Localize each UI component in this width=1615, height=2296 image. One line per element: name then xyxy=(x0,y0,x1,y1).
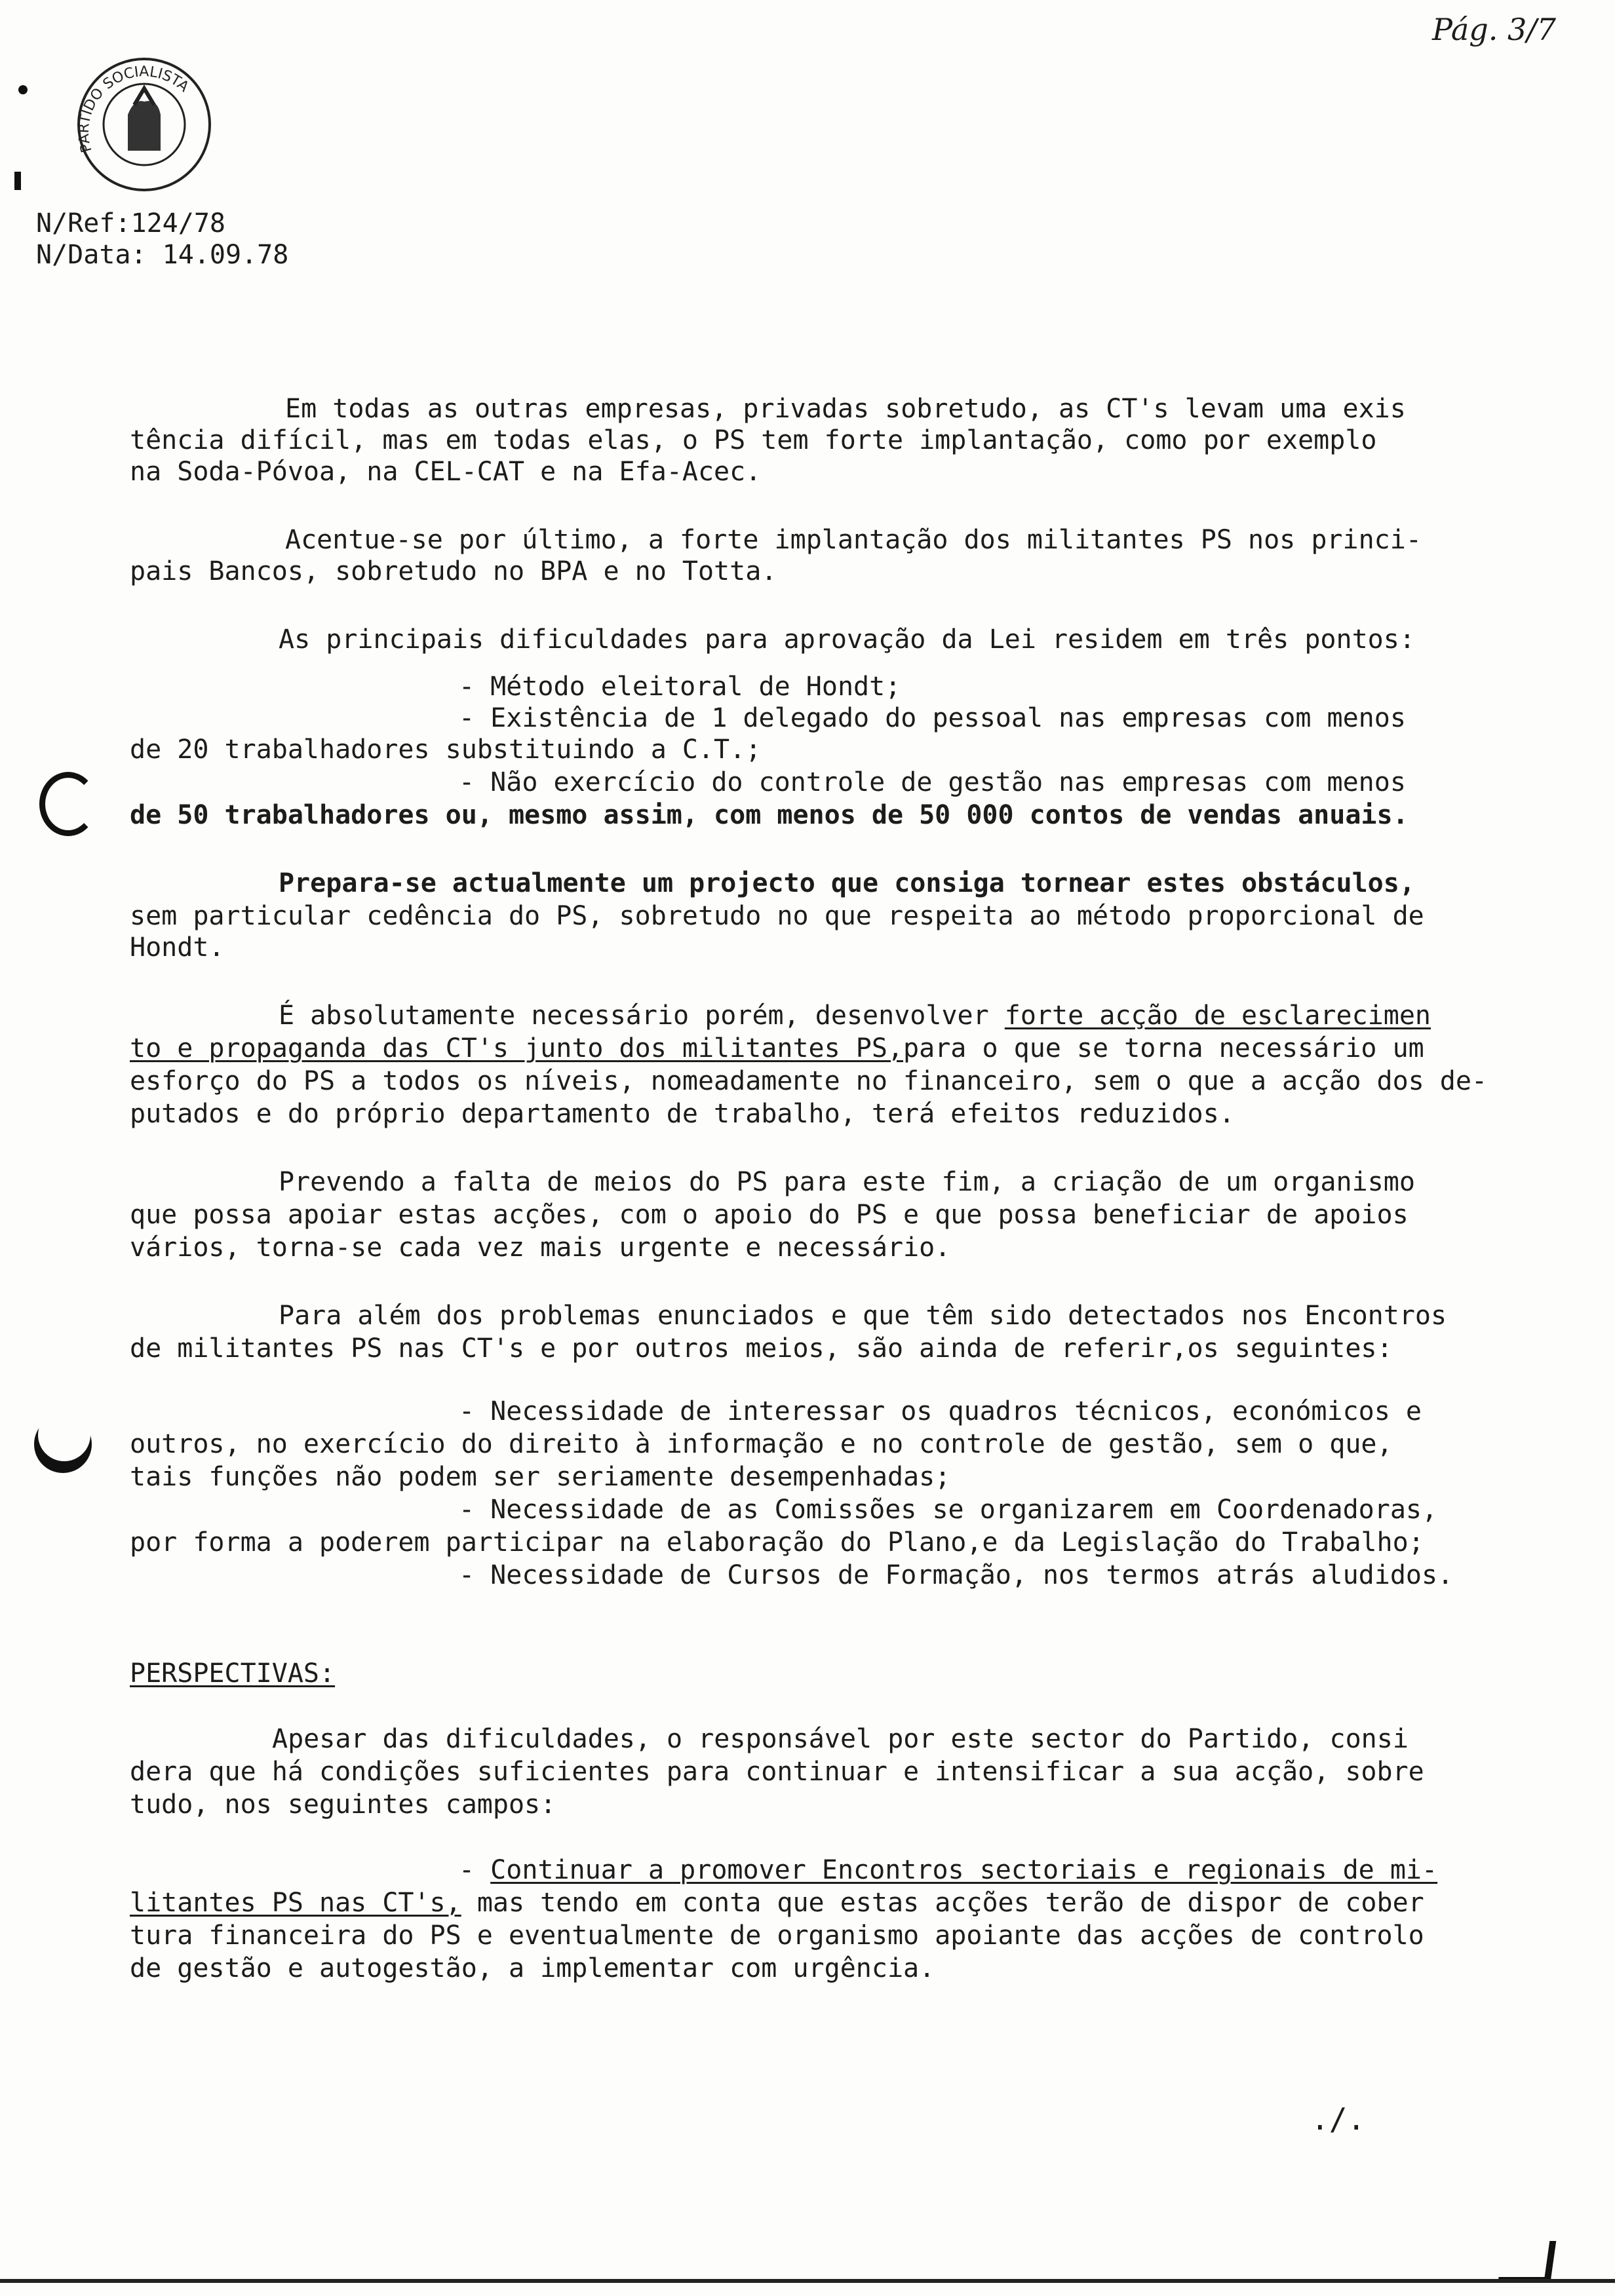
text-line: de gestão e autogestão, a implementar com urgência. xyxy=(130,1953,935,1983)
svg-text:PARTIDO SOCIALISTA: PARTIDO SOCIALISTA xyxy=(75,64,192,155)
list-item: - Necessidade de Cursos de Formação, nos termos atrás aludidos. xyxy=(459,1560,1454,1590)
text-line: Prevendo a falta de meios do PS para este fim, a criação de um organismo xyxy=(279,1167,1415,1197)
margin-mark xyxy=(14,172,21,190)
underlined-text: Continuar a promover Encontros sectoriais e regionais de mi- xyxy=(490,1855,1438,1885)
punch-hole-mark xyxy=(38,1409,90,1461)
list-item xyxy=(459,1854,1437,1886)
list-item: - Necessidade de as Comissões se organizarem em Coordenadoras, xyxy=(459,1495,1438,1525)
text-line: sem particular cedência do PS, sobretudo no que respeita ao método proporcional de xyxy=(130,901,1424,931)
text-line: por forma a poderem participar na elaboração do Plano,e da Legislação do Trabalho; xyxy=(130,1527,1424,1558)
list-item: - Não exercício do controle de gestão nas empresas com menos xyxy=(459,767,1406,797)
text-line: de 50 trabalhadores ou, mesmo assim, com menos de 50 000 contos de vendas anuais. xyxy=(130,800,1409,830)
text-line: Apesar das dificuldades, o responsável por este sector do Partido, consi xyxy=(272,1724,1409,1754)
reference-date: N/Data: 14.09.78 xyxy=(36,240,289,270)
text-line: Hondt. xyxy=(130,932,225,963)
underlined-text: forte acção de esclarecimen xyxy=(1004,1001,1431,1031)
text-line: na Soda-Póvoa, na CEL-CAT e na Efa-Acec. xyxy=(130,457,762,487)
text-line: de militantes PS nas CT's e por outros meios, são ainda de referir,os seguintes: xyxy=(130,1333,1393,1364)
text-line: dera que há condições suficientes para continuar e intensificar a sua acção, sobre xyxy=(130,1757,1424,1787)
list-item: - Necessidade de interessar os quadros técnicos, económicos e xyxy=(459,1396,1422,1426)
page-edge xyxy=(0,2279,1615,2283)
text-span: - xyxy=(459,1855,491,1885)
punch-hole-mark xyxy=(39,772,97,836)
text-span: É absolutamente necessário porém, desenvolver xyxy=(279,1001,1005,1031)
list-item: - Método eleitoral de Hondt; xyxy=(459,672,901,702)
text-line xyxy=(130,1887,1424,1919)
margin-mark xyxy=(18,85,28,94)
section-heading: PERSPECTIVAS: xyxy=(130,1658,336,1689)
reference-number: N/Ref:124/78 xyxy=(36,208,225,239)
list-item: - Existência de 1 delegado do pessoal nas empresas com menos xyxy=(459,703,1406,733)
text-span: mas tendo em conta que estas acções terão de dispor de cober xyxy=(461,1888,1424,1918)
continuation-mark: ./. xyxy=(1311,2101,1366,2137)
text-line: Prepara-se actualmente um projecto que consiga tornear estes obstáculos, xyxy=(279,868,1415,898)
scan-mark xyxy=(1498,2241,1557,2281)
text-line: outros, no exercício do direito à informação e no controle de gestão, sem o que, xyxy=(130,1429,1393,1459)
text-line: Acentue-se por último, a forte implantação dos militantes PS nos princi- xyxy=(285,525,1422,555)
page-number: Pág. 3/7 xyxy=(1432,12,1557,47)
text-line: Em todas as outras empresas, privadas sobretudo, as CT's levam uma exis xyxy=(285,394,1406,424)
text-line: tais funções não podem ser seriamente desempenhadas; xyxy=(130,1462,951,1492)
text-line: tura financeira do PS e eventualmente de organismo apoiante das acções de controlo xyxy=(130,1921,1424,1951)
text-line xyxy=(279,1000,1431,1031)
text-line: de 20 trabalhadores substituindo a C.T.; xyxy=(130,735,762,765)
text-line: As principais dificuldades para aprovação da Lei residem em três pontos: xyxy=(279,624,1415,655)
text-line: Para além dos problemas enunciados e que têm sido detectados nos Encontros xyxy=(279,1301,1447,1331)
underlined-text: litantes PS nas CT's, xyxy=(130,1888,461,1918)
text-line: putados e do próprio departamento de trabalho, terá efeitos reduzidos. xyxy=(130,1099,1235,1129)
text-line xyxy=(130,1033,1424,1064)
underlined-text: to e propaganda das CT's junto dos militantes PS, xyxy=(130,1033,904,1063)
text-line: vários, torna-se cada vez mais urgente e necessário. xyxy=(130,1233,951,1263)
text-line: pais Bancos, sobretudo no BPA e no Totta. xyxy=(130,556,777,586)
text-line: que possa apoiar estas acções, com o apoio do PS e que possa beneficiar de apoios xyxy=(130,1200,1409,1230)
text-line: esforço do PS a todos os níveis, nomeadamente no financeiro, sem o que a acção dos de- xyxy=(130,1066,1488,1096)
text-line: tência difícil, mas em todas elas, o PS tem forte implantação, como por exemplo xyxy=(130,425,1377,455)
party-seal xyxy=(72,52,216,197)
text-span: para o que se torna necessário um xyxy=(903,1033,1424,1063)
text-line: tudo, nos seguintes campos: xyxy=(130,1789,556,1820)
